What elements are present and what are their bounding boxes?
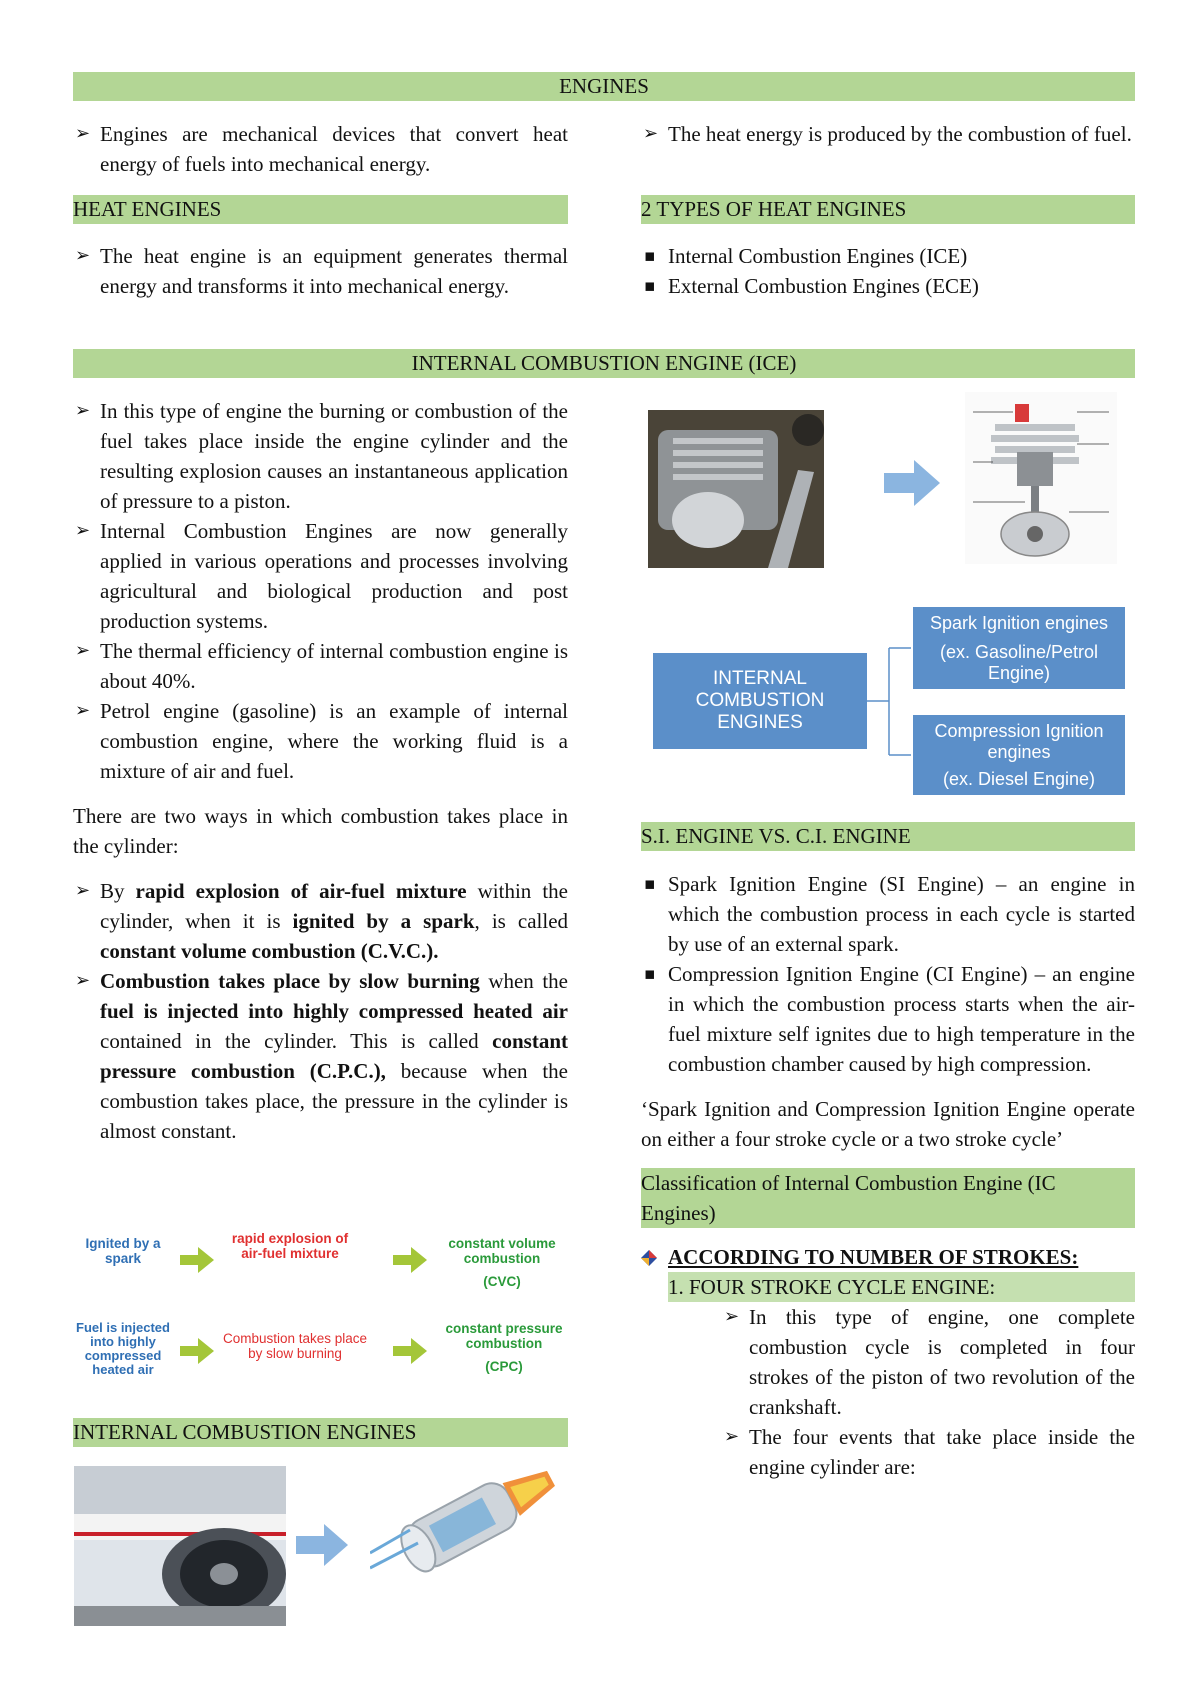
ice-left-column [73,396,568,1146]
four-stroke-point: ➢ In this type of engine, one complete combustion cycle is completed in four strokes of the piston of two revolution of the crankshaft. [722,1302,1135,1422]
according-strokes-heading: ACCORDING TO NUMBER OF STROKES: [641,1242,1135,1272]
tree-connector [867,640,911,770]
engines-definition-block [73,119,568,179]
right-lower-column [641,869,1135,1482]
ice-point: ➢ In this type of engine the burning or combustion of the fuel takes place inside the engine cylinder and the resulting explosion causes an instantaneous application of pressure to a piston. [73,396,568,516]
tree-root-box: INTERNAL COMBUSTION ENGINES [653,653,867,749]
tree-si-example: (ex. Gasoline/Petrol Engine) [939,641,1099,683]
type-item: ▪ External Combustion Engines (ECE) [641,271,1135,301]
flow1-step-spark: Ignited by a spark [85,1236,161,1266]
engines-definition: ➢ Engines are mechanical devices that convert heat energy of fuels into mechanical energy. [73,119,568,179]
two-ways-intro: There are two ways in which combustion takes place in the cylinder: [73,804,568,858]
types-list [641,241,1135,301]
tree-ci-title: Compression Ignition engines [934,720,1104,762]
four-stroke-heading: 1. FOUR STROKE CYCLE ENGINE: [668,1272,1135,1302]
flow1-step-explosion: rapid explosion of air-fuel mixture [231,1231,349,1261]
heat-produced-block [641,119,1135,149]
tree-ci-example: (ex. Diesel Engine) [942,768,1096,789]
type-item: ▪ Internal Combustion Engines (ICE) [641,241,1135,271]
combustion-way-cvc: ➢ By rapid explosion of air-fuel mixture within the cylinder, when it is ignited by a spark, is called constant volume combustion (C.V.C.). [73,876,568,966]
si-ci-heading: S.I. ENGINE VS. C.I. ENGINE [641,822,1135,851]
ice-point: ➢ Petrol engine (gasoline) is an example of internal combustion engine, where the working fluid is a mixture of air and fuel. [73,696,568,786]
engines-heading: ENGINES [73,72,1135,101]
classification-heading: Classification of Internal Combustion Engine (IC Engines) [641,1168,1135,1228]
tree-si-box [913,607,1125,689]
flow2-step-result: constant pressure combustion (CPC) [445,1321,563,1374]
green-arrow-icon [393,1338,427,1364]
flow2-step-slow-burning: Combustion takes place by slow burning [222,1331,368,1361]
cycle-quote: ‘Spark Ignition and Compression Ignition Engine operate on either a four stroke cycle or a two stroke cycle’ [641,1097,1135,1151]
engine-cutaway-diagram [965,392,1117,564]
diamond-bullet-icon [641,1250,657,1266]
si-ci-point: ▪ Spark Ignition Engine (SI Engine) – an engine in which the combustion process in each cycle is started by use of an external spark. [641,869,1135,959]
blue-arrow-icon [884,460,940,506]
ice-engines-heading: INTERNAL COMBUSTION ENGINES [73,1418,568,1447]
four-stroke-list [722,1302,1135,1482]
tree-ci-box [913,715,1125,795]
airplane-engine-photo [74,1466,286,1626]
jet-engine-illustration [370,1458,568,1578]
si-ci-point: ▪ Compression Ignition Engine (CI Engine) – an engine in which the combustion process starts when the air-fuel mixture self ignites due to high temperature in the combustion chamber caused by high compression. [641,959,1135,1079]
combustion-way-cpc: ➢ Combustion takes place by slow burning when the fuel is injected into highly compressed heated air contained in the cylinder. This is called constant pressure combustion (C.P.C.), because when the combustion takes place, the pressure in the cylinder is almost constant. [73,966,568,1146]
ice-heading: INTERNAL COMBUSTION ENGINE (ICE) [73,349,1135,378]
blue-arrow-icon [296,1524,348,1566]
types-heading: 2 TYPES OF HEAT ENGINES [641,195,1135,224]
tree-si-title: Spark Ignition engines [929,612,1109,633]
green-arrow-icon [180,1247,214,1273]
flow2-step-injection: Fuel is injected into highly compressed heated air [76,1320,170,1377]
ice-point: ➢ The thermal efficiency of internal combustion engine is about 40%. [73,636,568,696]
heat-engines-block [73,241,568,301]
heat-engines-heading: HEAT ENGINES [73,195,568,224]
ice-point: ➢ Internal Combustion Engines are now generally applied in various operations and processes involving agricultural and biological production and post production systems. [73,516,568,636]
heat-engines-definition: ➢ The heat engine is an equipment generates thermal energy and transforms it into mechanical energy. [73,241,568,301]
motorcycle-engine-photo [648,410,824,568]
heat-produced: ➢ The heat energy is produced by the combustion of fuel. [641,119,1135,149]
flow1-step-result: constant volume combustion (CVC) [448,1236,556,1289]
green-arrow-icon [180,1338,214,1364]
green-arrow-icon [393,1247,427,1273]
four-stroke-point: ➢ The four events that take place inside the engine cylinder are: [722,1422,1135,1482]
